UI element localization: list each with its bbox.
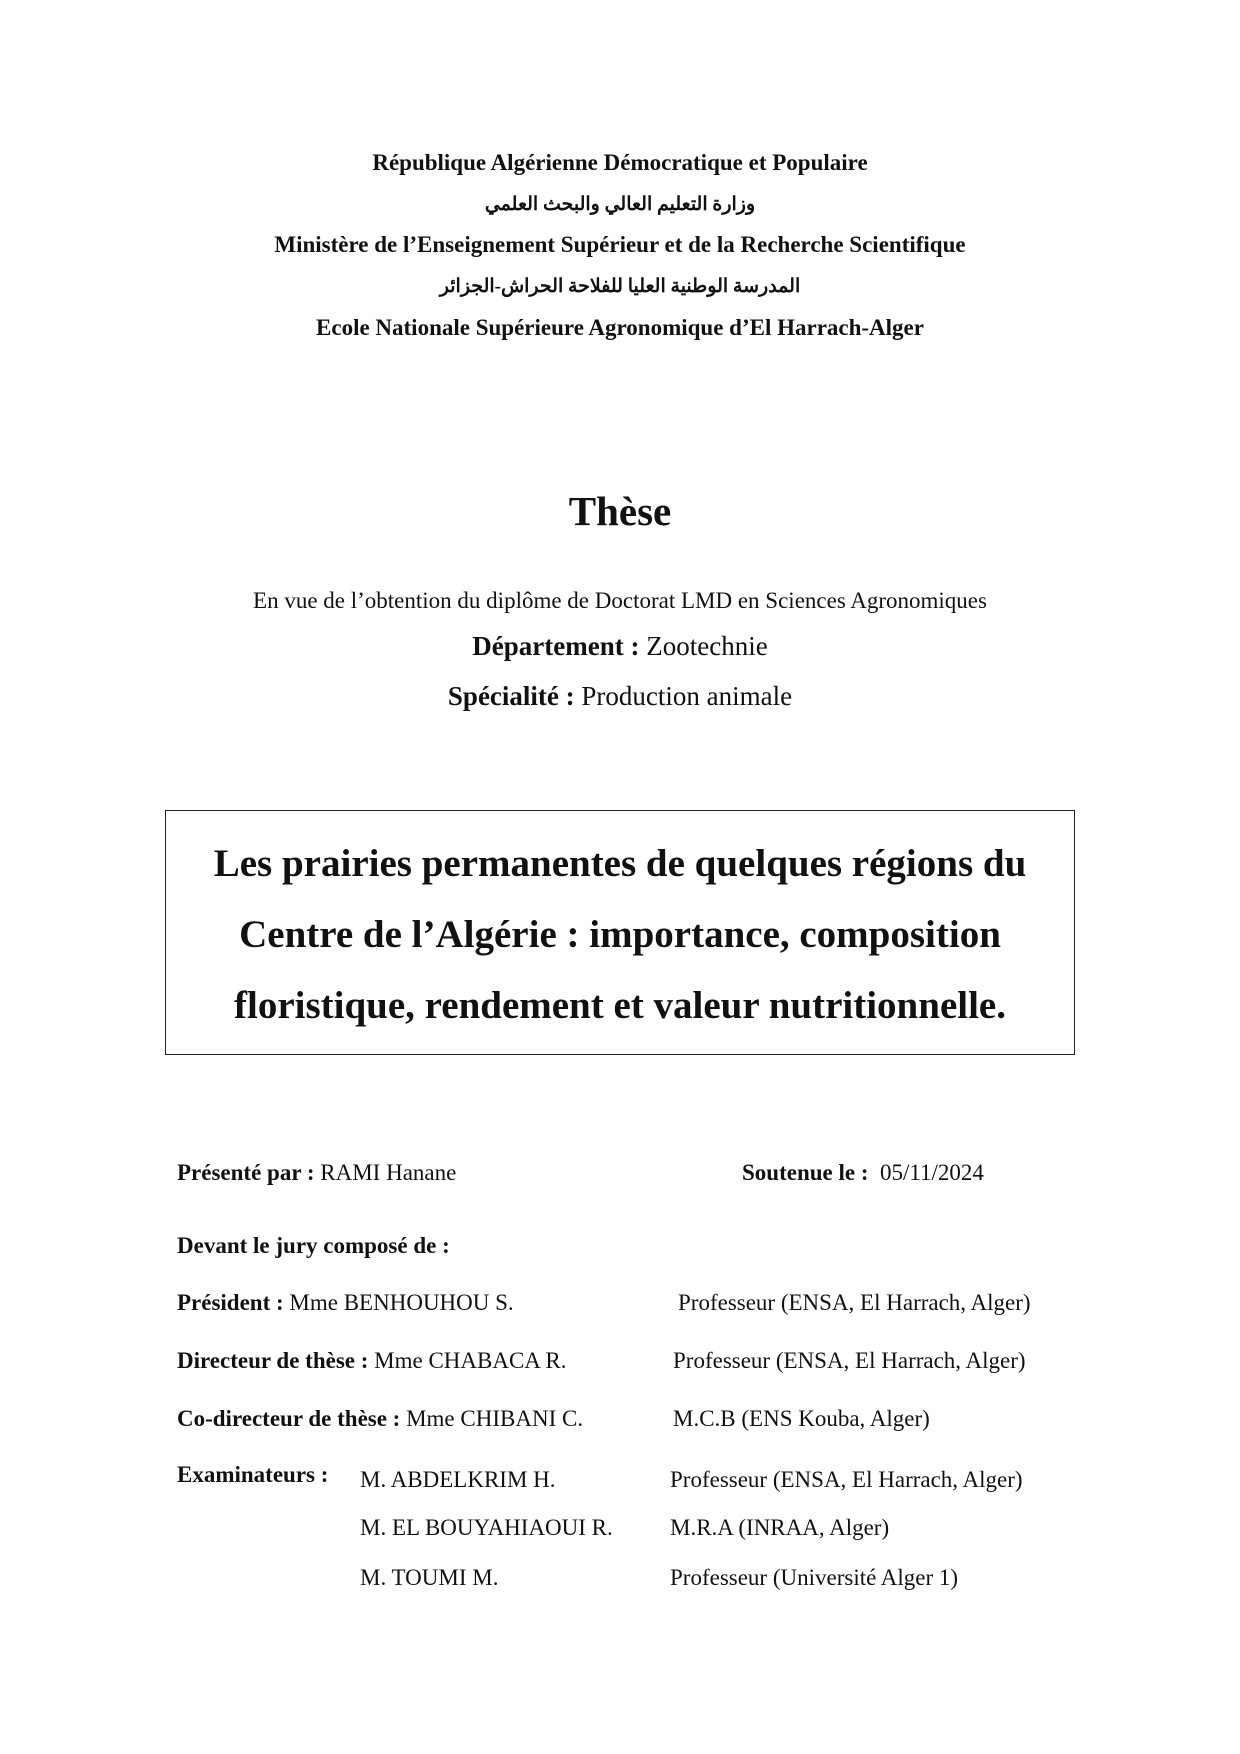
specialty-line	[0, 681, 1240, 712]
thesis-title-box	[165, 810, 1075, 1055]
jury-director	[177, 1348, 566, 1374]
diploma-line: En vue de l’obtention du diplôme de Doctorat LMD en Sciences Agronomiques	[253, 588, 987, 613]
specialty-value: Production animale	[581, 681, 793, 711]
thesis-title-line-1: Les prairies permanentes de quelques régions du	[213, 842, 1027, 885]
thesis-title-line-2: Centre de l’Algérie : importance, composition	[239, 913, 1001, 956]
school-arabic: المدرسة الوطنية العليا للفلاحة الحراش-الجزائر	[439, 276, 801, 297]
jury-codirector	[177, 1406, 583, 1432]
president-label: Président :	[177, 1290, 284, 1315]
presented-by	[177, 1160, 456, 1186]
presented-label: Présenté par :	[177, 1160, 315, 1185]
president-affiliation: Professeur (ENSA, El Harrach, Alger)	[678, 1290, 1031, 1315]
presenter-name: RAMI Hanane	[320, 1160, 457, 1185]
defense-date-value: 05/11/2024	[880, 1160, 984, 1185]
document-type: Thèse	[568, 488, 672, 534]
defense-label: Soutenue le :	[742, 1160, 869, 1185]
president-name: Mme BENHOUHOU S.	[289, 1290, 514, 1315]
specialty-label: Spécialité :	[447, 681, 575, 711]
examiner-2-name: M. EL BOUYAHIAOUI R.	[360, 1515, 613, 1540]
thesis-title-line-3: floristique, rendement et valeur nutritionnelle.	[234, 984, 1006, 1027]
codirector-label: Co-directeur de thèse :	[177, 1406, 401, 1431]
examiner-2-affiliation: M.R.A (INRAA, Alger)	[670, 1515, 890, 1540]
examiner-1-name: M. ABDELKRIM H.	[360, 1467, 556, 1492]
codirector-affiliation: M.C.B (ENS Kouba, Alger)	[673, 1406, 930, 1431]
examiner-1-affiliation: Professeur (ENSA, El Harrach, Alger)	[670, 1467, 1023, 1492]
department-label: Département :	[472, 631, 640, 661]
director-label: Directeur de thèse :	[177, 1348, 369, 1373]
director-name: Mme CHABACA R.	[374, 1348, 567, 1373]
department-line	[0, 631, 1240, 662]
school-french: Ecole Nationale Supérieure Agronomique d’El Harrach-Alger	[316, 315, 924, 340]
defense-date	[742, 1160, 984, 1186]
ministry-french: Ministère de l’Enseignement Supérieur et de la Recherche Scientifique	[274, 232, 966, 257]
ministry-arabic: وزارة التعليم العالي والبحث العلمي	[484, 194, 756, 215]
examiner-3-affiliation: Professeur (Université Alger 1)	[670, 1565, 959, 1590]
jury-president	[177, 1290, 514, 1316]
examiner-3-name: M. TOUMI M.	[360, 1565, 499, 1590]
examiners-label: Examinateurs :	[177, 1462, 329, 1487]
codirector-name: Mme CHIBANI C.	[406, 1406, 584, 1431]
republic-name: République Algérienne Démocratique et Populaire	[372, 150, 868, 175]
director-affiliation: Professeur (ENSA, El Harrach, Alger)	[673, 1348, 1026, 1373]
department-value: Zootechnie	[646, 631, 768, 661]
jury-heading: Devant le jury composé de :	[177, 1233, 450, 1258]
